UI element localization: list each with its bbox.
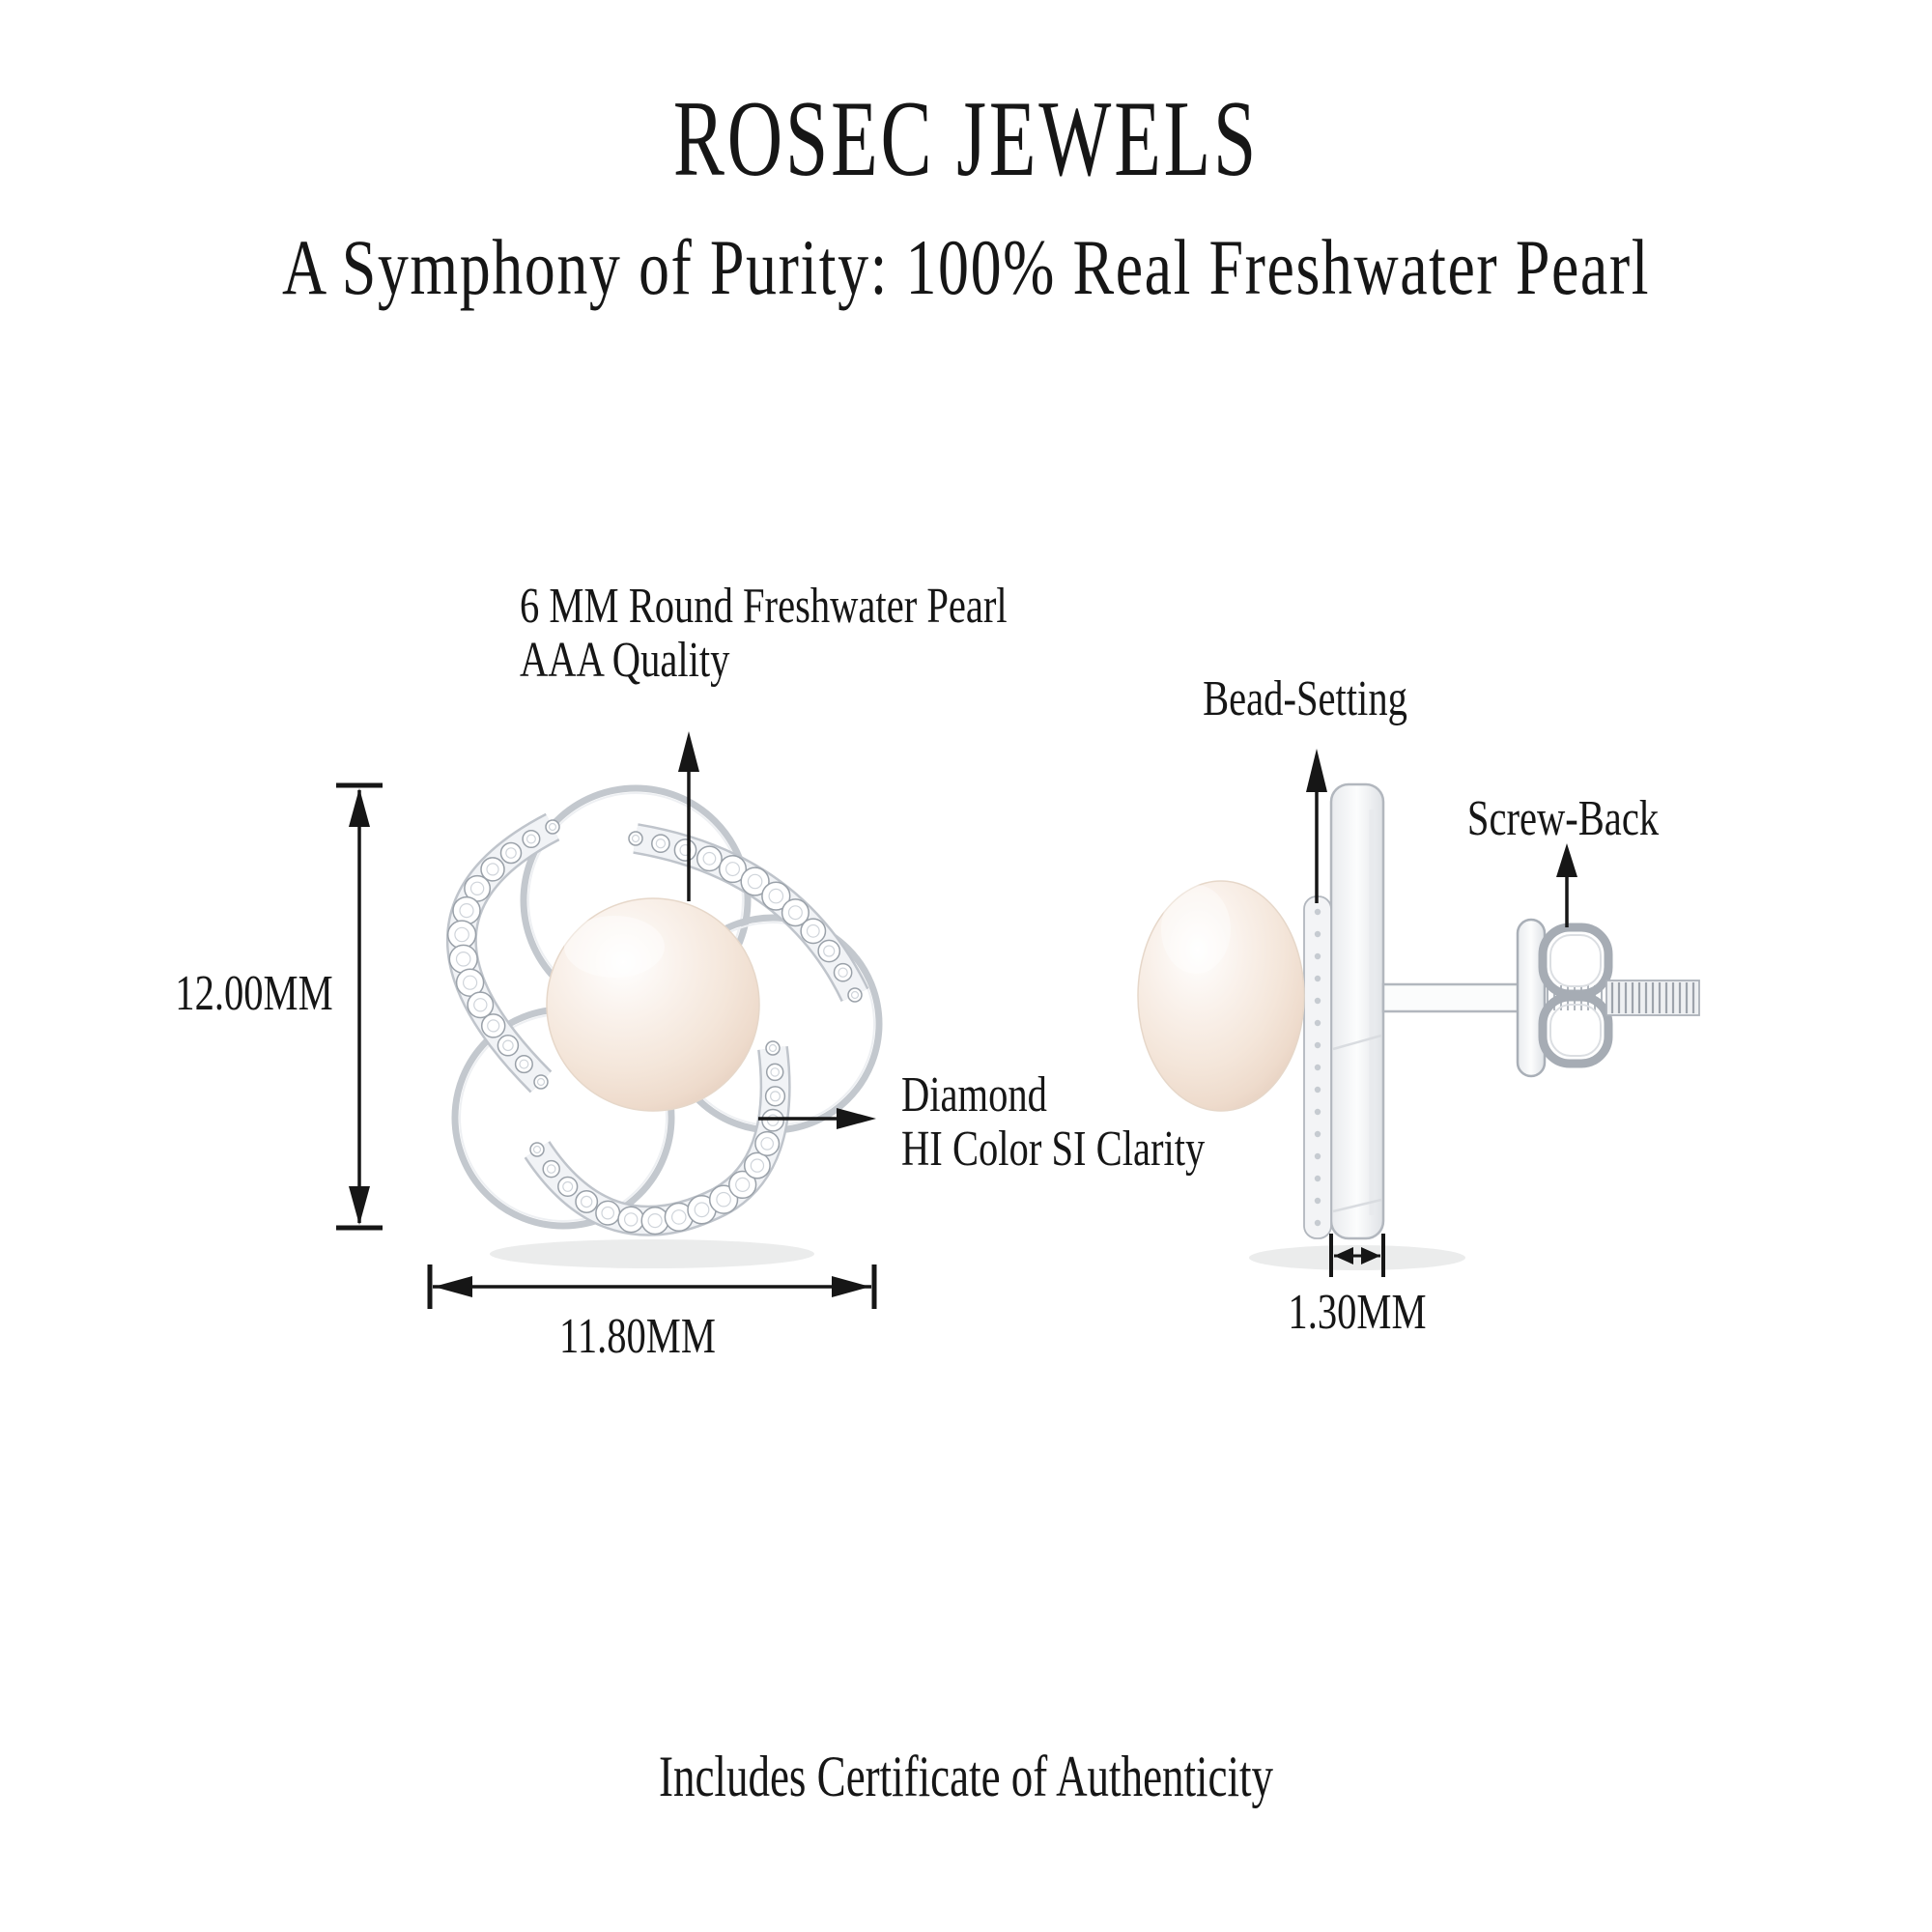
bead-setting-arrow	[1306, 749, 1327, 903]
diamond-stone	[482, 1014, 505, 1037]
width-dimension-line	[430, 1264, 874, 1309]
bead-dot	[1315, 998, 1321, 1004]
diamond-stone	[596, 1201, 620, 1225]
diamond-stone	[767, 1064, 783, 1080]
bead-dot	[1315, 1131, 1321, 1137]
diamond-stone	[848, 988, 862, 1002]
bead-setting-texture	[1315, 909, 1321, 1226]
diamond-stone	[801, 919, 825, 943]
diamond-stone	[546, 820, 559, 834]
bead-dot	[1315, 1065, 1321, 1070]
diamond-stone	[530, 1143, 544, 1156]
diamond-stone	[697, 846, 722, 870]
diamond-annotation-line2: HI Color SI Clarity	[901, 1122, 1206, 1177]
diamond-stone	[818, 940, 839, 961]
diamond-stone	[534, 1075, 548, 1089]
ear-post	[1383, 984, 1520, 1011]
front-shadow	[490, 1239, 814, 1268]
diamond-stone	[652, 835, 669, 852]
diamond-stone	[674, 839, 696, 861]
diamond-stone	[497, 1036, 518, 1056]
diamond-stone	[448, 921, 476, 949]
diamond-annotation	[901, 1068, 1205, 1177]
side-earring-illustration	[1138, 784, 1699, 1270]
bead-dot	[1315, 1220, 1321, 1226]
diamond-stone	[766, 1041, 780, 1055]
front-pearl-highlight	[564, 916, 665, 978]
diamond-stone	[558, 1178, 578, 1197]
bead-dot	[1315, 953, 1321, 959]
width-dimension-label: 11.80MM	[559, 1309, 716, 1364]
pearl-annotation-line2: AAA Quality	[520, 633, 730, 688]
diamond-stone	[576, 1191, 597, 1212]
brand-title: ROSEC JEWELS	[672, 79, 1260, 199]
diamond-stone	[501, 843, 522, 864]
diamond-stone	[453, 897, 480, 924]
diamond-stone	[523, 831, 540, 848]
bead-dot	[1315, 1087, 1321, 1093]
front-earring-illustration	[448, 788, 879, 1268]
bead-dot	[1315, 1020, 1321, 1026]
pearl-annotation-line1: 6 MM Round Freshwater Pearl	[520, 579, 1008, 634]
bead-dot	[1315, 976, 1321, 981]
bead-dot	[1315, 1198, 1321, 1204]
bead-setting-label: Bead-Setting	[1203, 671, 1407, 726]
diamond-stone	[755, 1132, 780, 1156]
diamond-stone	[629, 832, 642, 845]
bead-dot	[1315, 931, 1321, 937]
certificate-note: Includes Certificate of Authenticity	[658, 1745, 1274, 1808]
butterfly-clutch-loops	[1543, 927, 1608, 1064]
side-pearl-highlight	[1161, 885, 1231, 974]
thickness-dimension-line	[1331, 1234, 1383, 1277]
diamond-stone	[766, 1087, 785, 1106]
flower-disc-edge	[1331, 784, 1383, 1238]
diamond-stone	[543, 1161, 559, 1178]
side-shadow	[1249, 1245, 1465, 1270]
diamond-stone	[516, 1056, 533, 1073]
diamond-stone	[618, 1207, 643, 1232]
screw-back-arrow	[1556, 843, 1577, 927]
bead-dot	[1315, 1042, 1321, 1048]
pearl-annotation-arrow	[678, 731, 699, 901]
bead-dot	[1315, 1176, 1321, 1181]
tagline: A Symphony of Purity: 100% Real Freshwater Pearl	[281, 223, 1651, 311]
screw-back-label: Screw-Back	[1466, 791, 1660, 846]
height-dimension-label: 12.00MM	[175, 966, 333, 1021]
thickness-dimension-label: 1.30MM	[1288, 1285, 1427, 1340]
bead-dot	[1315, 1153, 1321, 1159]
bead-dot	[1315, 1109, 1321, 1115]
diamond-annotation-line1: Diamond	[901, 1067, 1047, 1122]
diamond-stone	[641, 1208, 668, 1235]
diamond-stone	[745, 1152, 770, 1178]
diamond-stone	[468, 992, 493, 1017]
diamond-stone	[835, 964, 852, 981]
pearl-annotation	[520, 580, 1008, 688]
bead-dot	[1315, 909, 1321, 915]
